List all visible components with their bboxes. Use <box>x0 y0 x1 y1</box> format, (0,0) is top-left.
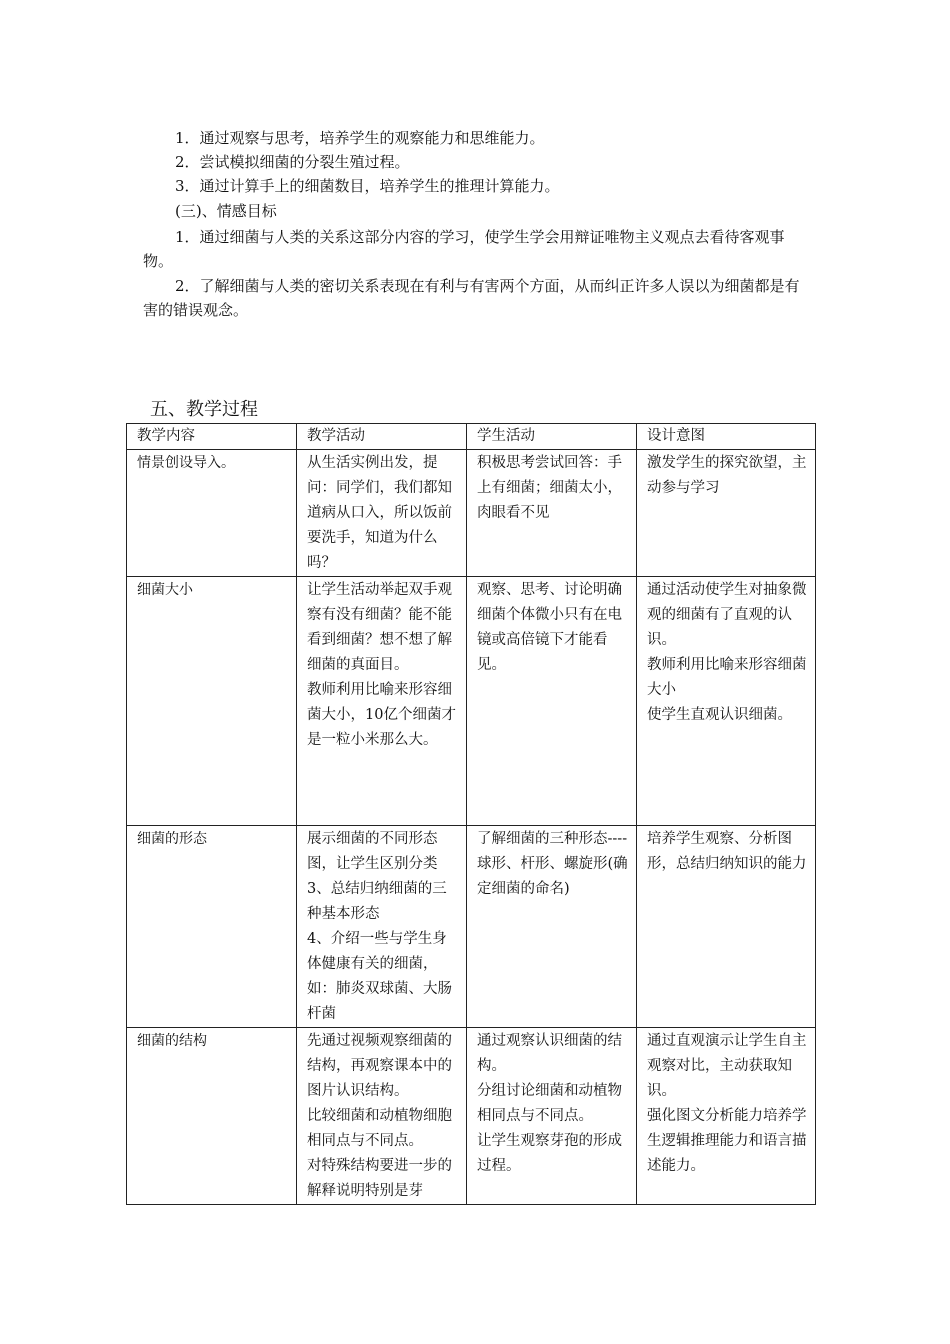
ability-item-1: 1．通过观察与思考，培养学生的观察能力和思维能力。 <box>175 129 545 147</box>
table-row <box>127 577 816 826</box>
cell-text: 观察、思考、讨论明确细菌个体微小只有在电镜或高倍镜下才能看见。 <box>477 582 622 673</box>
cell-text: 积极思考尝试回答：手上有细菌；细菌太小，肉眼看不见 <box>477 455 622 521</box>
row-design-intent <box>637 1028 816 1205</box>
cell-text: 了解细菌的三种形态----球形、杆形、螺旋形(确定细菌的命名) <box>477 831 628 897</box>
emotion-item-1: 1．通过细菌与人类的关系这部分内容的学习，使学生学会用辩证唯物主义观点去看待客观事物。 <box>143 228 785 270</box>
cell-text: 分组讨论细菌和动植物相同点与不同点。 <box>477 1083 622 1124</box>
table-row <box>127 450 816 577</box>
section-title: 五、教学过程 <box>150 399 258 420</box>
table-row <box>127 1028 816 1205</box>
cell-text: 让学生观察芽孢的形成过程。 <box>477 1133 622 1174</box>
cell-text: 通过直观演示让学生自主观察对比，主动获取知识。 <box>647 1033 807 1099</box>
table-row <box>127 826 816 1028</box>
row-topic: 细菌的结构 <box>127 1028 297 1205</box>
row-student-activity <box>467 450 637 577</box>
cell-text: 展示细菌的不同形态图，让学生区别分类 <box>307 831 438 872</box>
cell-text: 使学生直观认识细菌。 <box>647 707 792 723</box>
cell-text: 3、总结归纳细菌的三种基本形态 <box>307 881 447 922</box>
table-header-row <box>127 424 816 450</box>
cell-text: 培养学生观察、分析图形，总结归纳知识的能力 <box>647 831 807 872</box>
row-student-activity <box>467 1028 637 1205</box>
cell-text: 先通过视频观察细菌的结构，再观察课本中的图片认识结构。 <box>307 1033 452 1099</box>
header-student-activity: 学生活动 <box>467 424 637 450</box>
cell-text: 强化图文分析能力培养学生逻辑推理能力和语言描述能力。 <box>647 1108 807 1174</box>
row-topic: 细菌大小 <box>127 577 297 826</box>
row-student-activity <box>467 577 637 826</box>
row-teacher-activity <box>297 1028 467 1205</box>
cell-text: 通过观察认识细菌的结构。 <box>477 1033 622 1074</box>
cell-text: 教师利用比喻来形容细菌大小，10亿个细菌才是一粒小米那么大。 <box>307 682 456 748</box>
header-teacher-activity: 教学活动 <box>297 424 467 450</box>
cell-text: 比较细菌和动植物细胞相同点与不同点。 <box>307 1108 452 1149</box>
ability-item-2: 2．尝试模拟细菌的分裂生殖过程。 <box>175 153 410 171</box>
cell-text: 通过活动使学生对抽象微观的细菌有了直观的认识。 <box>647 582 807 648</box>
row-topic: 细菌的形态 <box>127 826 297 1028</box>
cell-text: 4、介绍一些与学生身体健康有关的细菌，如：肺炎双球菌、大肠杆菌 <box>307 931 452 1022</box>
cell-text: 从生活实例出发，提问：同学们，我们都知道病从口入，所以饭前要洗手，知道为什么吗？ <box>307 455 452 571</box>
header-design-intent: 设计意图 <box>637 424 816 450</box>
row-teacher-activity <box>297 450 467 577</box>
row-design-intent <box>637 577 816 826</box>
row-teacher-activity <box>297 577 467 826</box>
emotion-heading: (三)、情感目标 <box>175 202 277 220</box>
row-teacher-activity <box>297 826 467 1028</box>
cell-text: 让学生活动举起双手观察有没有细菌？能不能看到细菌？想不想了解细菌的真面目。 <box>307 582 452 673</box>
cell-text: 对特殊结构要进一步的解释说明特别是芽 <box>307 1158 452 1199</box>
header-content: 教学内容 <box>127 424 297 450</box>
ability-item-3: 3．通过计算手上的细菌数目，培养学生的推理计算能力。 <box>175 177 560 195</box>
row-topic: 情景创设导入。 <box>127 450 297 577</box>
emotion-item-2: 2．了解细菌与人类的密切关系表现在有利与有害两个方面，从而纠正许多人误以为细菌都是有害的错误观念。 <box>143 277 800 319</box>
cell-text: 激发学生的探究欲望，主动参与学习 <box>647 455 807 496</box>
cell-text: 教师利用比喻来形容细菌大小 <box>647 657 807 698</box>
row-student-activity <box>467 826 637 1028</box>
row-design-intent <box>637 450 816 577</box>
row-design-intent <box>637 826 816 1028</box>
teaching-process-table <box>126 423 816 1205</box>
